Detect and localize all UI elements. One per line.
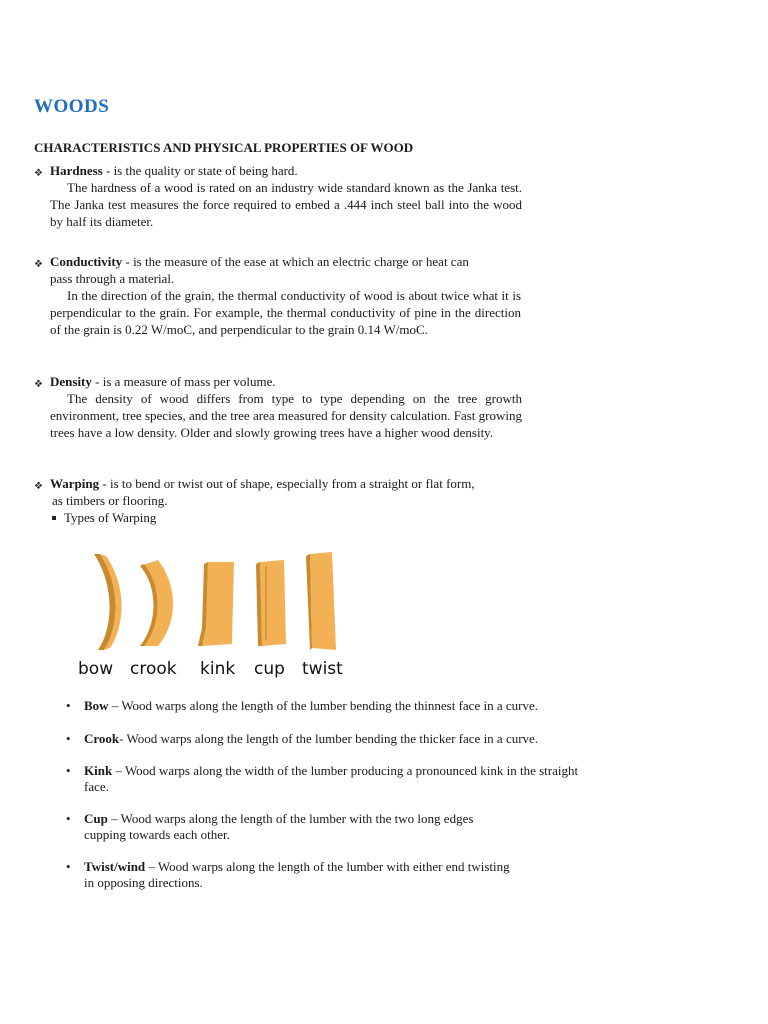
types-of-warping-item	[34, 509, 539, 526]
warping-term: Warping	[50, 476, 100, 491]
warping-definition: - is to bend or twist out of shape, especially from a straight or flat form,	[99, 476, 475, 491]
bullet-dot-icon: •	[66, 731, 71, 746]
conductivity-paragraph: In the direction of the grain, the thermal conductivity of wood is about twice what it is perpendicular to the grain. For example, the thermal conductivity of pine in the direction of the grain is 0.22 W/moC, and perpendicular to the grain 0.14 W/moC.	[50, 288, 521, 337]
warping-section	[34, 475, 539, 526]
bullet-text: – Wood warps along the length of the lumber bending the thinnest face in a curve.	[108, 698, 538, 713]
bullet-text: – Wood warps along the length of the lumber with either end twisting in opposing directions.	[84, 859, 510, 890]
bullet-text: - Wood warps along the length of the lumber bending the thicker face in a curve.	[119, 731, 539, 746]
hardness-definition: - is the quality or state of being hard.	[102, 163, 298, 178]
density-section	[34, 373, 522, 441]
density-term: Density	[50, 374, 92, 389]
hardness-heading	[34, 162, 522, 179]
diamond-bullet-icon: ❖	[34, 259, 43, 270]
diamond-bullet-icon: ❖	[34, 481, 43, 492]
hardness-term: Hardness	[50, 163, 103, 178]
bullet-text: – Wood warps along the width of the lumber producing a pronounced kink in the straight face.	[84, 763, 579, 794]
bullet-term: Crook	[84, 731, 120, 746]
density-heading	[34, 373, 522, 390]
figure-label-bow: bow	[78, 659, 114, 679]
bullet-dot-icon: •	[66, 763, 71, 778]
density-definition: - is a measure of mass per volume.	[91, 374, 276, 389]
conductivity-definition-cont: pass through a material.	[50, 271, 175, 286]
figure-label-twist: twist	[302, 659, 343, 679]
page-title: WOODS	[34, 96, 110, 117]
conductivity-section	[34, 253, 534, 338]
warping-definition-cont: as timbers or flooring.	[52, 493, 168, 508]
bullet-text: – Wood warps along the length of the lumber with the two long edges cupping towards each other.	[84, 811, 474, 842]
bullet-term: Cup	[84, 811, 108, 826]
bullet-term: Bow	[84, 698, 109, 713]
bullet-dot-icon: •	[66, 811, 71, 826]
figure-label-kink: kink	[200, 659, 236, 679]
crook-definition-item	[66, 731, 606, 747]
bullet-dot-icon: •	[66, 698, 71, 713]
kink-definition-item	[66, 763, 606, 795]
warping-illustration	[74, 536, 364, 684]
conductivity-heading	[34, 253, 534, 270]
bullet-term: Twist/wind	[84, 859, 146, 874]
types-of-warping-label: Types of Warping	[64, 510, 157, 525]
section-subtitle: CHARACTERISTICS AND PHYSICAL PROPERTIES OF WOOD	[34, 140, 414, 155]
figure-label-cup: cup	[254, 659, 285, 679]
hardness-paragraph: The hardness of a wood is rated on an industry wide standard known as the Janka test. The Janka test measures the force required to embed a .444 inch steel ball into the wood by half its diameter.	[50, 180, 522, 229]
hardness-section	[34, 162, 522, 230]
conductivity-definition: - is the measure of the ease at which an electric charge or heat can	[122, 254, 469, 269]
figure-label-crook: crook	[130, 659, 177, 679]
bullet-dot-icon: •	[66, 859, 71, 874]
cup-board-icon	[256, 560, 286, 646]
density-paragraph: The density of wood differs from type to type depending on the tree growth environment, tree species, and the tree area measured for density calculation. Fast growing trees have a low density. Older and slowly growing trees have a higher wood density.	[50, 391, 522, 440]
warping-types-figure	[74, 536, 364, 684]
cup-definition-item	[66, 811, 496, 843]
bullet-term: Kink	[84, 763, 113, 778]
square-bullet-icon	[52, 516, 56, 520]
diamond-bullet-icon: ❖	[34, 379, 43, 390]
warping-heading	[34, 475, 539, 492]
conductivity-term: Conductivity	[50, 254, 123, 269]
twist-definition-item	[66, 859, 521, 891]
diamond-bullet-icon: ❖	[34, 168, 43, 179]
twist-board-icon	[306, 552, 336, 650]
bow-definition-item	[66, 698, 606, 714]
